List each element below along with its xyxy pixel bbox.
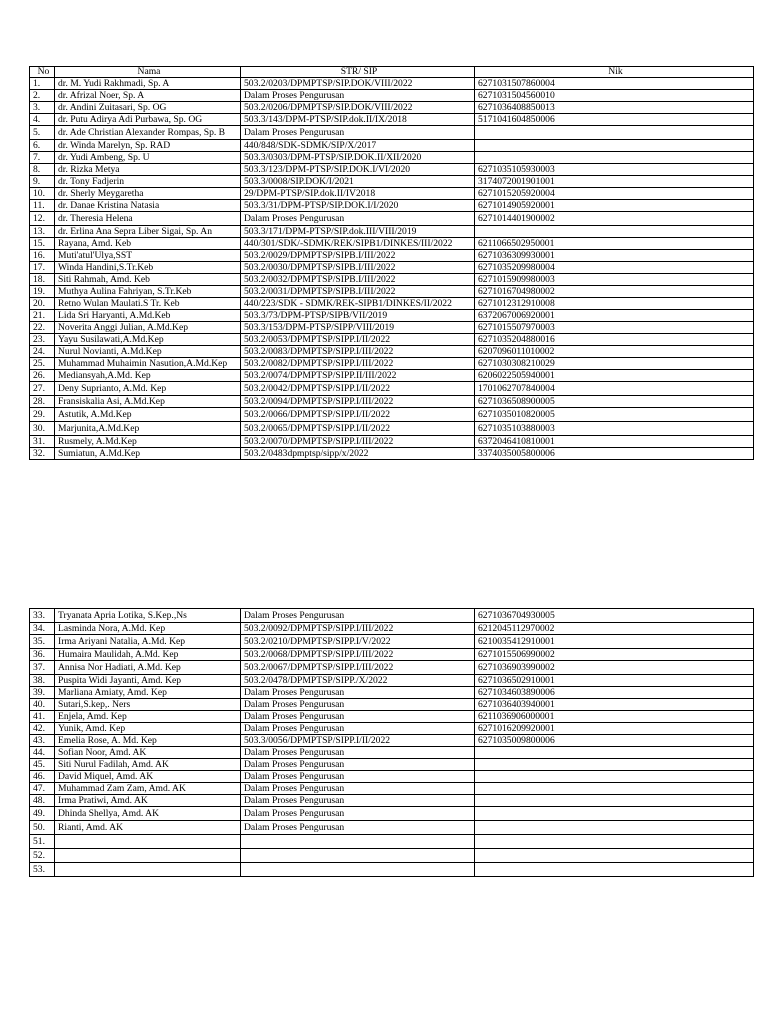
table-row — [30, 176, 754, 188]
cell-no: 6. — [30, 140, 55, 152]
cell-str-sip: Dalam Proses Pengurusan — [241, 90, 475, 102]
cell-no: 10. — [30, 188, 55, 200]
cell-name: Sofian Noor, Amd. AK — [55, 747, 241, 759]
cell-name: Puspita Widi Jayanti, Amd. Kep — [55, 675, 241, 687]
table-row — [30, 609, 754, 623]
cell-nik — [475, 821, 754, 835]
cell-no: 18. — [30, 274, 55, 286]
cell-str-sip: 503.2/0082/DPMPTSP/SIPP.I/III/2022 — [241, 358, 475, 370]
cell-name: dr. Putu Adirya Adi Purbawa, Sp. OG — [55, 114, 241, 126]
cell-no: 13. — [30, 226, 55, 238]
cell-nik: 6271036408850013 — [475, 102, 754, 114]
cell-str-sip: 503.2/0083/DPMPTSP/SIPP.I/III/2022 — [241, 346, 475, 358]
cell-nik: 6271014401900002 — [475, 212, 754, 226]
cell-nik — [475, 747, 754, 759]
cell-name: Enjela, Amd. Kep — [55, 711, 241, 723]
table-row — [30, 635, 754, 649]
cell-str-sip: 503.2/0031/DPMPTSP/SIPB.I/III/2022 — [241, 286, 475, 298]
cell-nik: 6212045112970002 — [475, 623, 754, 635]
cell-str-sip: Dalam Proses Pengurusan — [241, 807, 475, 821]
table-row — [30, 126, 754, 140]
cell-nik: 6271036508900005 — [475, 396, 754, 408]
cell-nik — [475, 795, 754, 807]
cell-name — [55, 849, 241, 863]
cell-str-sip: Dalam Proses Pengurusan — [241, 699, 475, 711]
cell-name: Dhinda Shellya, Amd. AK — [55, 807, 241, 821]
cell-str-sip — [241, 835, 475, 849]
table-row — [30, 114, 754, 126]
table-row — [30, 322, 754, 334]
table-row — [30, 675, 754, 687]
cell-name: Winda Handini,S.Tr.Keb — [55, 262, 241, 274]
cell-no: 50. — [30, 821, 55, 835]
cell-nik: 6271036903990002 — [475, 661, 754, 675]
cell-nik: 6271031504560010 — [475, 90, 754, 102]
cell-nik: 6271031507860004 — [475, 78, 754, 90]
cell-str-sip: 503.3/0008/SIP.DOK/I/2021 — [241, 176, 475, 188]
cell-name: dr. Rizka Metya — [55, 164, 241, 176]
cell-no: 36. — [30, 649, 55, 661]
cell-name: Annisa Nor Hadiati, A.Md. Kep — [55, 661, 241, 675]
cell-name: Siti Rahmah, Amd. Keb — [55, 274, 241, 286]
cell-str-sip: Dalam Proses Pengurusan — [241, 747, 475, 759]
cell-nik: 6271015909980003 — [475, 274, 754, 286]
cell-name: Yunik, Amd. Kep — [55, 723, 241, 735]
table-row — [30, 382, 754, 396]
cell-nik: 6271016704980002 — [475, 286, 754, 298]
cell-str-sip: Dalam Proses Pengurusan — [241, 821, 475, 835]
cell-no: 21. — [30, 310, 55, 322]
cell-str-sip: Dalam Proses Pengurusan — [241, 771, 475, 783]
cell-str-sip: 503.2/0070/DPMPTSP/SIPP.I/III/2022 — [241, 436, 475, 448]
cell-str-sip: 503.3/143/DPM-PTSP/SIP.dok.II/IX/2018 — [241, 114, 475, 126]
cell-name: dr. Andini Zuitasari, Sp. OG — [55, 102, 241, 114]
cell-str-sip: 503.2/0092/DPMPTSP/SIPP.I/III/2022 — [241, 623, 475, 635]
cell-name: Rayana, Amd. Keb — [55, 238, 241, 250]
table-row — [30, 687, 754, 699]
table-row — [30, 164, 754, 176]
cell-no: 42. — [30, 723, 55, 735]
cell-str-sip: Dalam Proses Pengurusan — [241, 723, 475, 735]
cell-no: 38. — [30, 675, 55, 687]
cell-str-sip: 503.3/171/DPM-PTSP/SIP.dok.III/VIII/2019 — [241, 226, 475, 238]
cell-name: Irma Ariyani Natalia, A.Md. Kep — [55, 635, 241, 649]
cell-str-sip — [241, 849, 475, 863]
cell-name: Yayu Susilawati,A.Md.Kep — [55, 334, 241, 346]
cell-no: 35. — [30, 635, 55, 649]
cell-nik: 6271036309930001 — [475, 250, 754, 262]
cell-str-sip: Dalam Proses Pengurusan — [241, 795, 475, 807]
cell-nik: 6271035209980004 — [475, 262, 754, 274]
cell-name: dr. Afrizal Noer, Sp. A — [55, 90, 241, 102]
cell-name: Muthya Aulina Fahriyan, S.Tr.Keb — [55, 286, 241, 298]
cell-name: Marliana Amiaty, Amd. Kep — [55, 687, 241, 699]
cell-name: Humaira Maulidah, A.Md. Kep — [55, 649, 241, 661]
cell-name: Deny Suprianto, A.Md. Kep — [55, 382, 241, 396]
cell-no: 31. — [30, 436, 55, 448]
cell-no: 53. — [30, 863, 55, 877]
cell-str-sip: 503.2/0066/DPMPTSP/SIPP.I/II/2022 — [241, 408, 475, 422]
cell-no: 28. — [30, 396, 55, 408]
cell-name: dr. Yudi Ambeng, Sp. U — [55, 152, 241, 164]
cell-str-sip: 503.2/0067/DPMPTSP/SIPP.I/III/2022 — [241, 661, 475, 675]
cell-no: 3. — [30, 102, 55, 114]
cell-str-sip: 440/848/SDK-SDMK/SIP/X/2017 — [241, 140, 475, 152]
cell-str-sip: 503.2/0053/DPMPTSP/SIPP.I/II/2022 — [241, 334, 475, 346]
cell-name: dr. Sherly Meygaretha — [55, 188, 241, 200]
cell-nik — [475, 863, 754, 877]
cell-str-sip — [241, 863, 475, 877]
cell-no: 5. — [30, 126, 55, 140]
cell-nik: 6211066502950001 — [475, 238, 754, 250]
cell-name: Emelia Rose, A. Md. Kep — [55, 735, 241, 747]
table-row — [30, 863, 754, 877]
cell-no: 4. — [30, 114, 55, 126]
cell-str-sip: 503.3/153/DPM-PTSP/SIPP/VIII/2019 — [241, 322, 475, 334]
cell-name: Astutik, A.Md.Kep — [55, 408, 241, 422]
table-row — [30, 102, 754, 114]
cell-nik: 6271015506990002 — [475, 649, 754, 661]
cell-str-sip: 503.2/0029/DPMPTSP/SIPB.I/III/2022 — [241, 250, 475, 262]
cell-name: Retno Wulan Maulati.S Tr. Keb — [55, 298, 241, 310]
table-row — [30, 298, 754, 310]
cell-no: 24. — [30, 346, 55, 358]
table-row — [30, 436, 754, 448]
cell-str-sip: 503.3/31/DPM-PTSP/SIP.DOK.I/I/2020 — [241, 200, 475, 212]
staff-table-top — [29, 66, 754, 460]
cell-no: 32. — [30, 448, 55, 460]
cell-nik: 6271030308210029 — [475, 358, 754, 370]
table-row — [30, 188, 754, 200]
table-row — [30, 849, 754, 863]
cell-nik: 6271016209920001 — [475, 723, 754, 735]
header-no: No — [30, 67, 55, 78]
cell-nik: 6271035009800006 — [475, 735, 754, 747]
cell-no: 26. — [30, 370, 55, 382]
table-row — [30, 835, 754, 849]
cell-no: 11. — [30, 200, 55, 212]
cell-nik: 3174072001901001 — [475, 176, 754, 188]
table-row — [30, 408, 754, 422]
cell-no: 44. — [30, 747, 55, 759]
cell-no: 12. — [30, 212, 55, 226]
table-row — [30, 661, 754, 675]
table-row — [30, 250, 754, 262]
cell-name — [55, 863, 241, 877]
cell-no: 19. — [30, 286, 55, 298]
cell-name: Sumiatun, A.Md.Kep — [55, 448, 241, 460]
table-row — [30, 623, 754, 635]
table-row — [30, 783, 754, 795]
cell-str-sip: Dalam Proses Pengurusan — [241, 711, 475, 723]
cell-str-sip: 503.2/0032/DPMPTSP/SIPB.I/III/2022 — [241, 274, 475, 286]
cell-name: dr. M. Yudi Rakhmadi, Sp. A — [55, 78, 241, 90]
cell-no: 34. — [30, 623, 55, 635]
cell-str-sip: 503.2/0206/DPMPTSP/SIP.DOK/VIII/2022 — [241, 102, 475, 114]
table-row — [30, 310, 754, 322]
table-row — [30, 821, 754, 835]
cell-no: 51. — [30, 835, 55, 849]
table-row — [30, 238, 754, 250]
cell-name: Rusmely, A.Md.Kep — [55, 436, 241, 448]
cell-nik — [475, 835, 754, 849]
cell-no: 48. — [30, 795, 55, 807]
cell-nik: 3374035005800006 — [475, 448, 754, 460]
cell-no: 23. — [30, 334, 55, 346]
cell-name: dr. Erlina Ana Sepra Liber Sigai, Sp. An — [55, 226, 241, 238]
table-row — [30, 771, 754, 783]
cell-nik: 6271014905920001 — [475, 200, 754, 212]
cell-name: dr. Danae Kristina Natasia — [55, 200, 241, 212]
cell-str-sip: Dalam Proses Pengurusan — [241, 759, 475, 771]
cell-nik: 6372067006920001 — [475, 310, 754, 322]
cell-name: Fransiskalia Asi, A.Md.Kep — [55, 396, 241, 408]
cell-no: 40. — [30, 699, 55, 711]
cell-str-sip: 29/DPM-PTSP/SIP.dok.II/IV2018 — [241, 188, 475, 200]
table-row — [30, 807, 754, 821]
cell-nik: 6206022505940001 — [475, 370, 754, 382]
staff-table-bottom — [29, 608, 754, 877]
cell-no: 47. — [30, 783, 55, 795]
cell-name: dr. Theresia Helena — [55, 212, 241, 226]
cell-str-sip: 503.3/123/DPM-PTSP/SIP.DOK.I/VI/2020 — [241, 164, 475, 176]
cell-no: 22. — [30, 322, 55, 334]
table-row — [30, 396, 754, 408]
cell-no: 16. — [30, 250, 55, 262]
cell-str-sip: 503.2/0483dpmptsp/sipp/x/2022 — [241, 448, 475, 460]
cell-name: Mediansyah,A.Md. Kep — [55, 370, 241, 382]
cell-name — [55, 835, 241, 849]
table-row — [30, 723, 754, 735]
cell-no: 45. — [30, 759, 55, 771]
cell-no: 7. — [30, 152, 55, 164]
cell-nik — [475, 783, 754, 795]
cell-str-sip: 440/301/SDK/-SDMK/REK/SIPB1/DINKES/III/2022 — [241, 238, 475, 250]
cell-nik: 6210035412910001 — [475, 635, 754, 649]
cell-nik: 6211036906000001 — [475, 711, 754, 723]
cell-no: 9. — [30, 176, 55, 188]
cell-str-sip: 503.2/0210/DPMPTSP/SIPP.I/V/2022 — [241, 635, 475, 649]
cell-str-sip: 440/223/SDK - SDMK/REK-SIPB1/DINKES/II/2022 — [241, 298, 475, 310]
cell-nik: 6271036403940001 — [475, 699, 754, 711]
cell-no: 49. — [30, 807, 55, 821]
table-row — [30, 152, 754, 164]
cell-str-sip: 503.3/0303/DPM-PTSP/SIP.DOK.II/XII/2020 — [241, 152, 475, 164]
cell-str-sip: Dalam Proses Pengurusan — [241, 687, 475, 699]
cell-nik — [475, 226, 754, 238]
cell-no: 25. — [30, 358, 55, 370]
cell-nik — [475, 126, 754, 140]
table-row — [30, 759, 754, 771]
cell-name: Rianti, Amd. AK — [55, 821, 241, 835]
cell-str-sip: 503.3/0056/DPMPTSP/SIPP.I/II/2022 — [241, 735, 475, 747]
cell-no: 17. — [30, 262, 55, 274]
table-row — [30, 747, 754, 759]
cell-str-sip: Dalam Proses Pengurusan — [241, 783, 475, 795]
cell-str-sip: 503.2/0030/DPMPTSP/SIPB.I/III/2022 — [241, 262, 475, 274]
cell-no: 27. — [30, 382, 55, 396]
cell-str-sip: 503.2/0042/DPMPTSP/SIPP.I/II/2022 — [241, 382, 475, 396]
cell-name: Tryanata Apria Lotika, S.Kep.,Ns — [55, 609, 241, 623]
cell-nik — [475, 152, 754, 164]
cell-no: 15. — [30, 238, 55, 250]
table-row — [30, 795, 754, 807]
cell-nik: 6207096011010002 — [475, 346, 754, 358]
table-row — [30, 274, 754, 286]
table-row — [30, 226, 754, 238]
cell-name: dr. Tony Fadjerin — [55, 176, 241, 188]
cell-no: 2. — [30, 90, 55, 102]
cell-nik: 1701062707840004 — [475, 382, 754, 396]
cell-str-sip: Dalam Proses Pengurusan — [241, 212, 475, 226]
cell-nik: 6372046410810001 — [475, 436, 754, 448]
table-row — [30, 358, 754, 370]
table-row — [30, 78, 754, 90]
table-row — [30, 334, 754, 346]
cell-no: 1. — [30, 78, 55, 90]
cell-name: Muhammad Muhaimin Nasution,A.Md.Kep — [55, 358, 241, 370]
cell-nik — [475, 140, 754, 152]
header-nik: Nik — [475, 67, 754, 78]
cell-name: Nurul Novianti, A.Md.Kep — [55, 346, 241, 358]
cell-nik: 6271015507970003 — [475, 322, 754, 334]
table-row — [30, 200, 754, 212]
cell-name: David Miquel, Amd. AK — [55, 771, 241, 783]
table-row — [30, 140, 754, 152]
cell-nik: 6271035105930003 — [475, 164, 754, 176]
cell-nik — [475, 807, 754, 821]
cell-no: 20. — [30, 298, 55, 310]
cell-name: Irma Pratiwi, Amd. AK — [55, 795, 241, 807]
cell-nik — [475, 759, 754, 771]
cell-no: 30. — [30, 422, 55, 436]
cell-str-sip: Dalam Proses Pengurusan — [241, 126, 475, 140]
cell-no: 43. — [30, 735, 55, 747]
cell-no: 33. — [30, 609, 55, 623]
cell-name: Lasminda Nora, A.Md. Kep — [55, 623, 241, 635]
cell-str-sip: 503.2/0478/DPMPTSP/SIPP./X/2022 — [241, 675, 475, 687]
table-row — [30, 699, 754, 711]
cell-no: 29. — [30, 408, 55, 422]
table-row — [30, 212, 754, 226]
cell-str-sip: 503.3/73/DPM-PTSP/SIPB/VII/2019 — [241, 310, 475, 322]
cell-no: 39. — [30, 687, 55, 699]
header-name: Nama — [55, 67, 241, 78]
cell-str-sip: Dalam Proses Pengurusan — [241, 609, 475, 623]
cell-name: Noverita Anggi Julian, A.Md.Kep — [55, 322, 241, 334]
cell-str-sip: 503.2/0065/DPMPTSP/SIPP.I/II/2022 — [241, 422, 475, 436]
cell-nik: 6271012312910008 — [475, 298, 754, 310]
cell-name: Marjunita,A.Md.Kep — [55, 422, 241, 436]
cell-nik: 6271035010820005 — [475, 408, 754, 422]
cell-nik: 6271035103880003 — [475, 422, 754, 436]
cell-no: 41. — [30, 711, 55, 723]
cell-name: dr. Winda Marelyn, Sp. RAD — [55, 140, 241, 152]
cell-str-sip: 503.2/0068/DPMPTSP/SIPP.I/III/2022 — [241, 649, 475, 661]
cell-nik — [475, 771, 754, 783]
cell-no: 8. — [30, 164, 55, 176]
cell-str-sip: 503.2/0094/DPMPTSP/SIPP.I/III/2022 — [241, 396, 475, 408]
cell-nik: 6271036502910001 — [475, 675, 754, 687]
cell-name: Muti'atul'Ulya,SST — [55, 250, 241, 262]
table-row — [30, 90, 754, 102]
cell-nik: 5171041604850006 — [475, 114, 754, 126]
cell-no: 46. — [30, 771, 55, 783]
cell-name: Lida Sri Haryanti, A.Md.Keb — [55, 310, 241, 322]
table-row — [30, 735, 754, 747]
cell-name: Siti Nurul Fadilah, Amd. AK — [55, 759, 241, 771]
cell-nik: 6271035204880016 — [475, 334, 754, 346]
cell-nik: 6271034603890006 — [475, 687, 754, 699]
cell-name: dr. Ade Christian Alexander Rompas, Sp. B — [55, 126, 241, 140]
table-row — [30, 262, 754, 274]
cell-name: Muhammad Zam Zam, Amd. AK — [55, 783, 241, 795]
table-row — [30, 286, 754, 298]
table-row — [30, 346, 754, 358]
cell-name: Sutari,S.kep,. Ners — [55, 699, 241, 711]
table-row — [30, 711, 754, 723]
table-header-row — [30, 67, 754, 78]
cell-no: 37. — [30, 661, 55, 675]
cell-nik: 6271015205920004 — [475, 188, 754, 200]
header-str-sip: STR/ SIP — [241, 67, 475, 78]
table-row — [30, 448, 754, 460]
cell-nik: 6271036704930005 — [475, 609, 754, 623]
cell-no: 52. — [30, 849, 55, 863]
cell-nik — [475, 849, 754, 863]
cell-str-sip: 503.2/0074/DPMPTSP/SIPP.II/III/2022 — [241, 370, 475, 382]
cell-str-sip: 503.2/0203/DPMPTSP/SIP.DOK/VIII/2022 — [241, 78, 475, 90]
table-row — [30, 649, 754, 661]
table-row — [30, 370, 754, 382]
table-row — [30, 422, 754, 436]
